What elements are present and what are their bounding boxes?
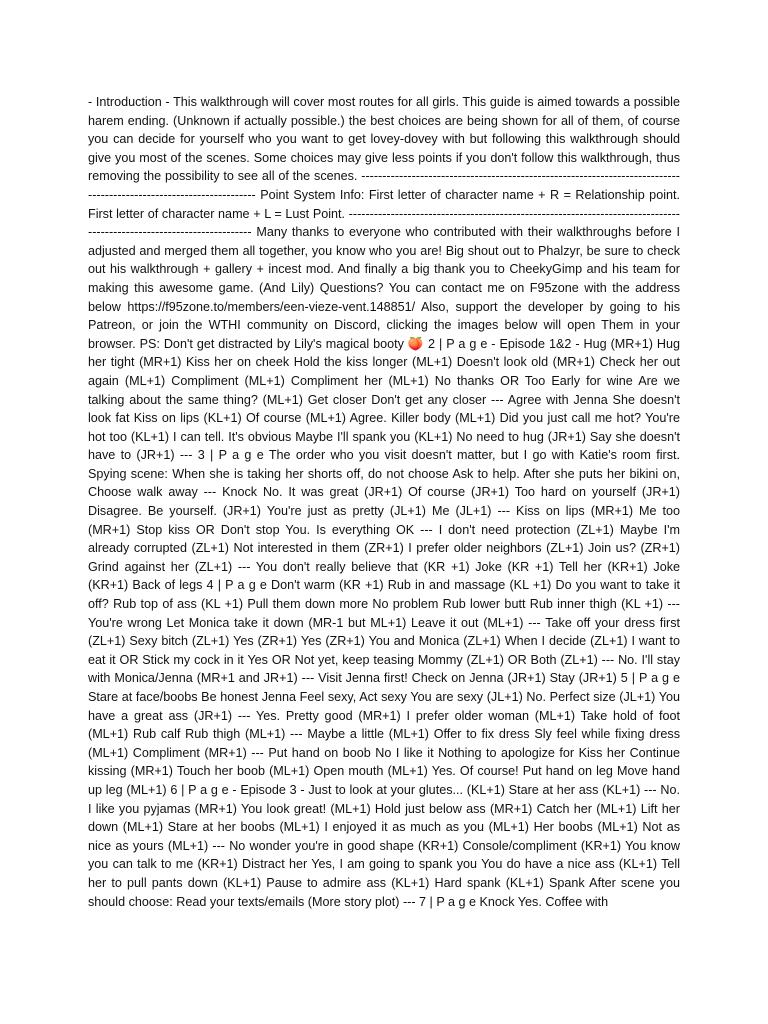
document-page [88,93,680,1008]
walkthrough-text: - Introduction - This walkthrough will cover most routes for all girls. This guide is aimed towards a possible harem ending. (Unknown if actually possible.) the best choices are being shown for all of them, of course you can decide for yourself who you want to get lovey-dovey with but following this walkthrough should give you most of the scenes. Some choices may give less points if you don't follow this walkthrough, thus removing the possibility to see all of the scenes. -------------------------------------------------------------------------------------------------------------------- Point System Info: First letter of character name + R = Relationship point. First letter of character name + L = Lust Point. ---------------------------------------------------------------------------------------------------------------------- Many thanks to everyone who contributed with their walkthroughs before I adjusted and merged them all together, you know who you are! Big shout out to Phalzyr, be sure to check out his walkthrough + gallery + incest mod. And finally a big thank you to CheekyGimp and his team for making this awesome game. (And Lily) Questions? You can contact me on F95zone with the address below https://f95zone.to/members/een-vieze-vent.148851/ Also, support the developer by going to his Patreon, or join the WTHI community on Discord, clicking the images below will open Them in your browser. PS: Don't get distracted by Lily's magical booty 🍑 2 | P a g e - Episode 1&2 - Hug (MR+1) Hug her tight (MR+1) Kiss her on cheek Hold the kiss longer (ML+1) Doesn't look old (MR+1) Check her out again (ML+1) Compliment (ML+1) Compliment her (ML+1) No thanks OR Too Early for wine Are we talking about the same thing? (ML+1) Get closer Don't get any closer --- Agree with Jenna She doesn't look fat Kiss on lips (KL+1) Of course (ML+1) Agree. Killer body (ML+1) Did you just call me hot? You're hot too (KL+1) I can tell. It's obvious Maybe I'll spank you (KL+1) No need to hug (JR+1) Say she doesn't have to (JR+1) --- 3 | P a g e The order who you visit doesn't matter, but I go with Katie's room first. Spying scene: When she is taking her shorts off, do not choose Ask to help. After she puts her bikini on, Choose walk away --- Knock No. It was great (JR+1) Of course (JR+1) Too hard on yourself (JR+1) Disagree. Be yourself. (JR+1) You're just as pretty (JL+1) Me (JL+1) --- Kiss on lips (MR+1) Me too (MR+1) Stop kiss OR Don't stop You. Is everything OK --- I don't need protection (ZL+1) Maybe I'm already corrupted (ZL+1) Not interested in them (ZR+1) I prefer older neighbors (ZL+1) Join us? (ZR+1) Grind against her (ZL+1) --- You don't really believe that (KR +1) Joke (KR +1) Tell her (KR+1) Joke (KR+1) Back of legs 4 | P a g e Don't warm (KR +1) Rub in and massage (KL +1) Do you want to take it off? Rub top of ass (KL +1) Pull them down more No problem Rub lower butt Rub inner thigh (KL +1) --- You're wrong Let Monica take it down (MR-1 but ML+1) Leave it out (ML+1) --- Take off your dress first (ZL+1) Sexy bitch (ZL+1) Yes (ZR+1) Yes (ZR+1) You and Monica (ZL+1) When I decide (ZL+1) I want to eat it OR Stick my cock in it Yes OR Not yet, keep teasing Mommy (ZL+1) OR Both (ZL+1) --- No. I'll stay with Monica/Jenna (MR+1 and JR+1) --- Visit Jenna first! Check on Jenna (JR+1) Stay (JR+1) 5 | P a g e Stare at face/boobs Be honest Jenna Feel sexy, Act sexy You are sexy (JL+1) No. Perfect size (JL+1) You have a great ass (JR+1) --- Yes. Pretty good (MR+1) I prefer older woman (ML+1) Take hold of foot (ML+1) Rub calf Rub thigh (ML+1) --- Maybe a little (ML+1) Offer to fix dress Sly feel while fixing dress (ML+1) Compliment (MR+1) --- Put hand on boob No I like it Nothing to apologize for Kiss her Continue kissing (MR+1) Touch her boob (ML+1) Open mouth (ML+1) Yes. Of course! Put hand on leg Move hand up leg (ML+1) 6 | P a g e - Episode 3 - Just to look at your glutes... (KL+1) Stare at her ass (KL+1) --- No. I like you pyjamas (MR+1) You look great! (ML+1) Hold just below ass (MR+1) Catch her (ML+1) Lift her down (ML+1) Stare at her boobs (ML+1) I enjoyed it as much as you (ML+1) Her boobs (ML+1) Not as nice as yours (ML+1) --- No wonder you're in good shape (KR+1) Console/compliment (KR+1) You know you can talk to me (KR+1) Distract her Yes, I am going to spank you You do have a nice ass (KL+1) Tell her to pull pants down (KL+1) Pause to admire ass (KL+1) Hard spank (KL+1) Spank After scene you should choose: Read your texts/emails (More story plot) --- 7 | P a g e Knock Yes. Coffee with [88,95,680,909]
